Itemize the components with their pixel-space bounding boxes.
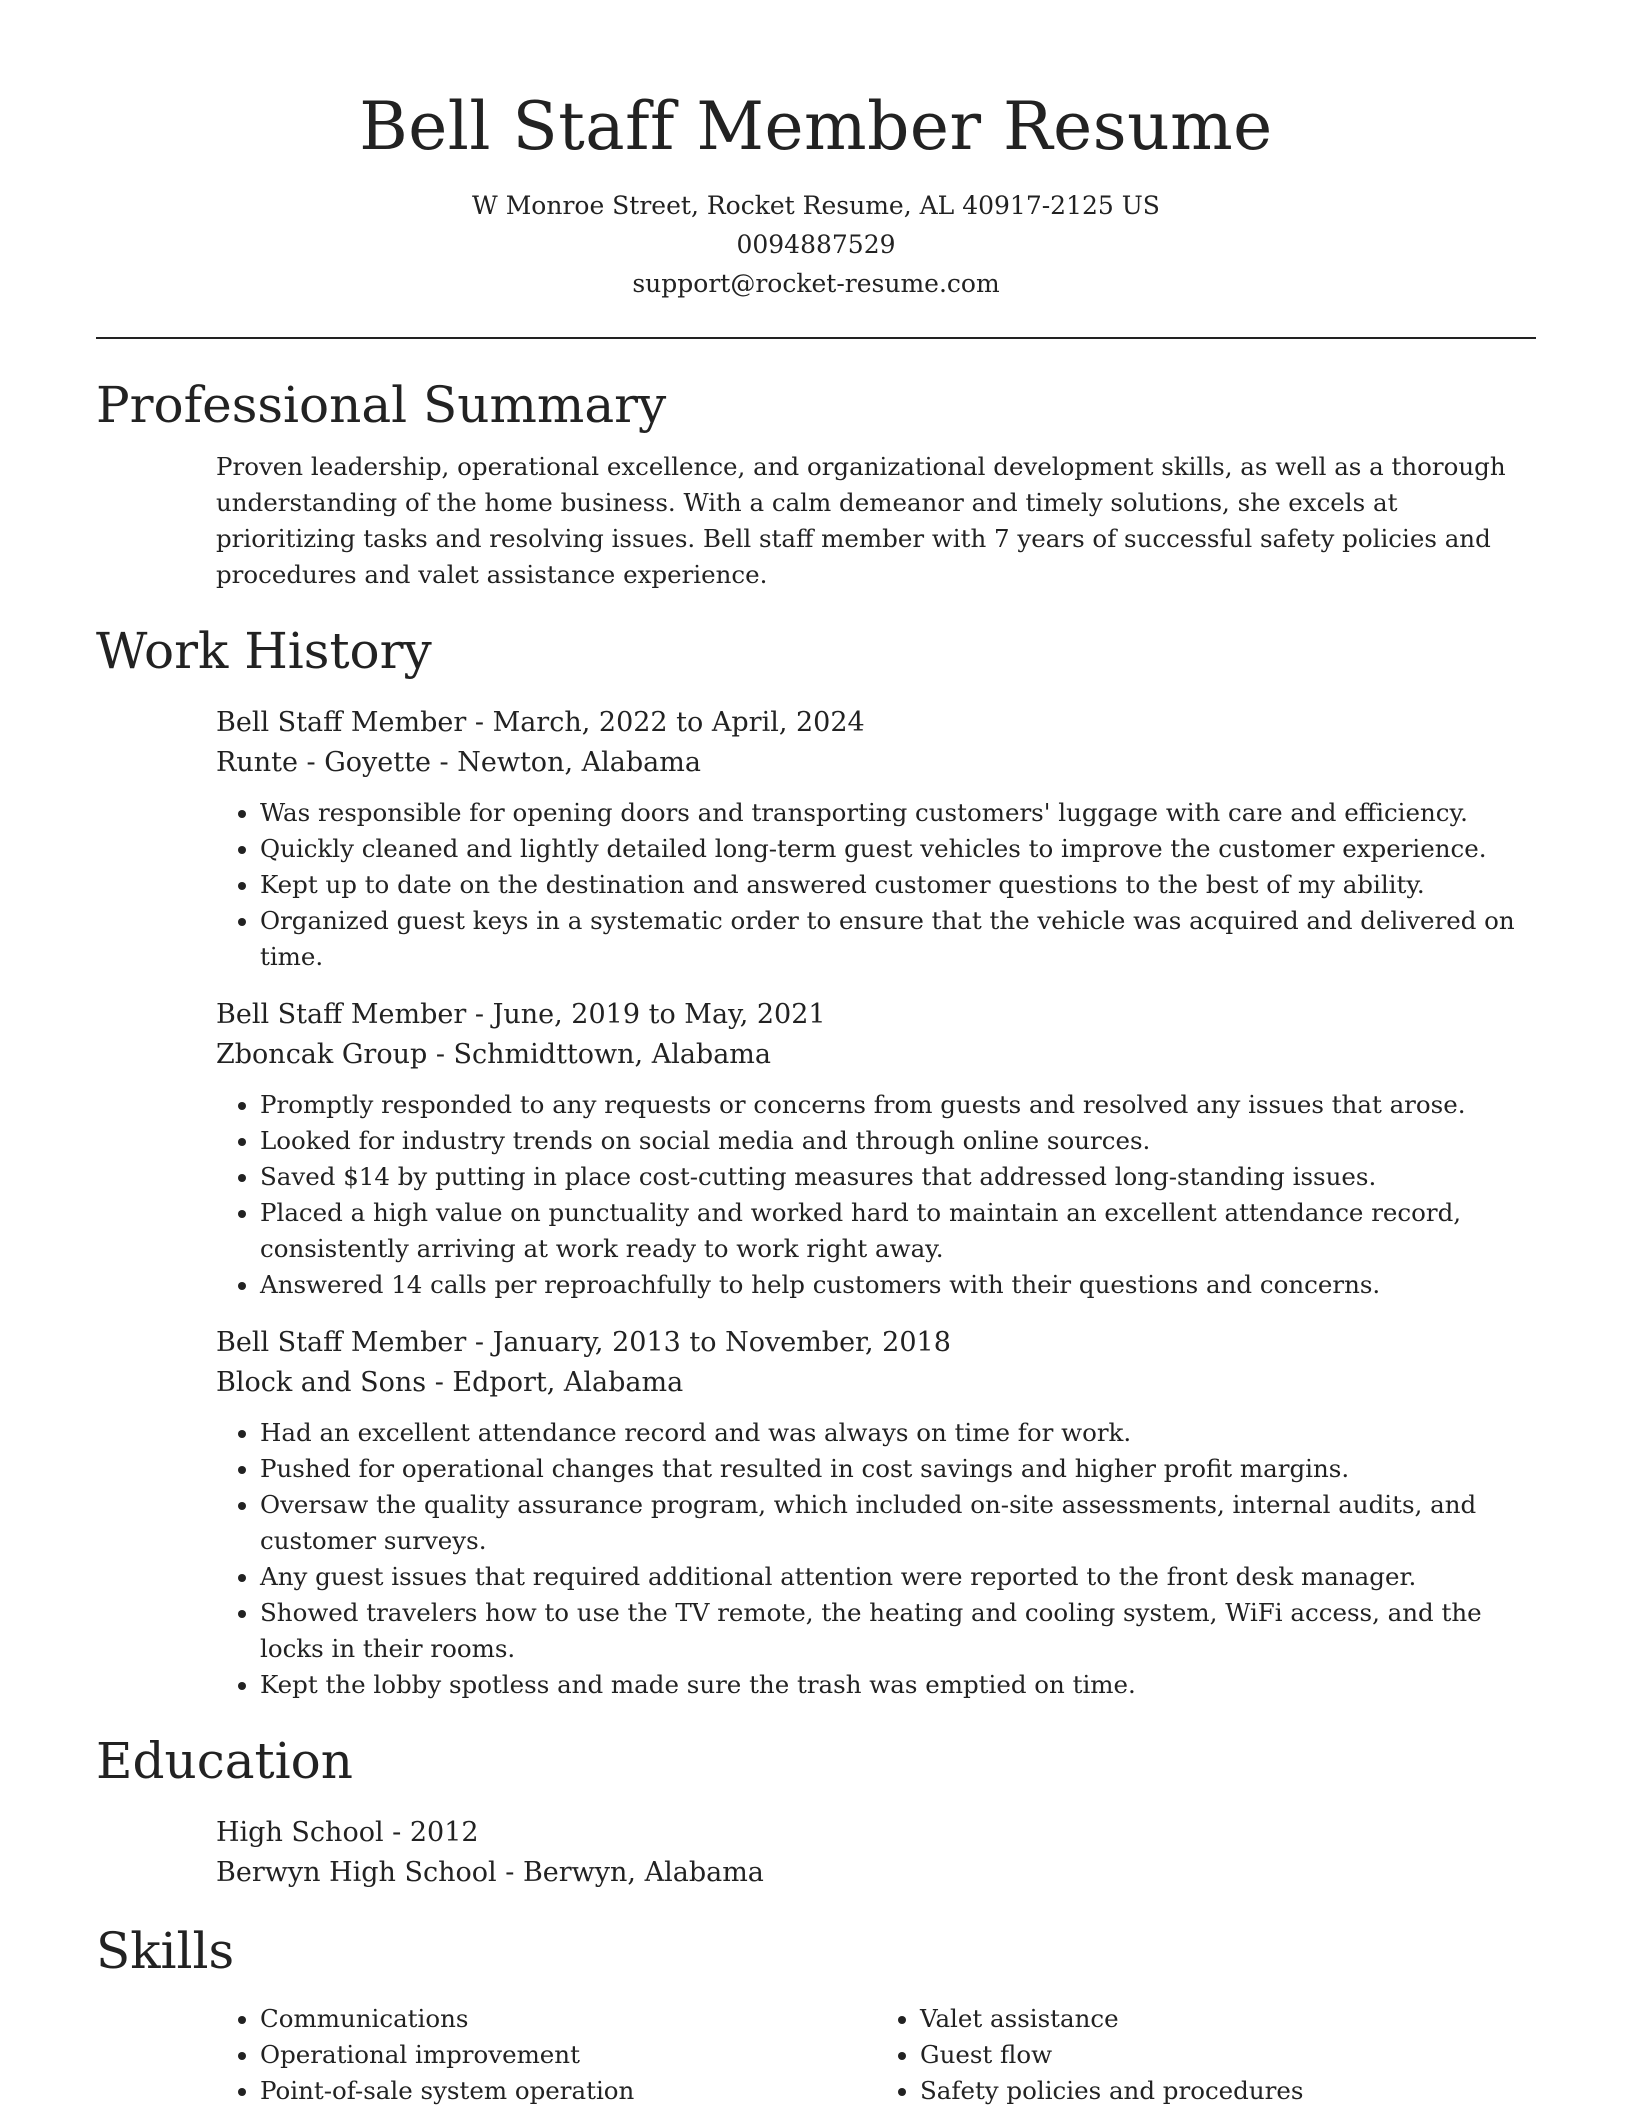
section-title-work: Work History	[96, 622, 432, 680]
job-bullet: • Organized guest keys in a systematic order to ensure that the vehicle was acquired and delivered on time.	[260, 903, 1536, 975]
job-bullet: • Promptly responded to any requests or concerns from guests and resolved any issues that arose.	[260, 1087, 1536, 1123]
contact-address: W Monroe Street, Rocket Resume, AL 40917-2125 US	[472, 191, 1160, 220]
skill-item: • Guest flow	[920, 2037, 1536, 2073]
skill-item: • Valet assistance	[920, 2001, 1536, 2037]
job-bullet: • Kept up to date on the destination and answered customer questions to the best of my ability.	[260, 867, 1536, 903]
job-title-line: Bell Staff Member - June, 2019 to May, 2021	[216, 999, 826, 1030]
job-bullet: • Had an excellent attendance record and was always on time for work.	[260, 1415, 1536, 1451]
job-entry	[216, 995, 1536, 1303]
job-company-line: Runte - Goyette - Newton, Alabama	[216, 747, 701, 778]
job-company-line: Block and Sons - Edport, Alabama	[216, 1367, 684, 1398]
job-bullets	[216, 1087, 1536, 1303]
skills-grid	[216, 2001, 1536, 2109]
job-title-line: Bell Staff Member - January, 2013 to November, 2018	[216, 1327, 951, 1358]
job-bullet: • Placed a high value on punctuality and worked hard to maintain an excellent attendance record, consistently arriving at work ready to work right away.	[260, 1195, 1536, 1267]
job-bullet: • Answered 14 calls per reproachfully to help customers with their questions and concerns.	[260, 1267, 1536, 1303]
section-title-education: Education	[96, 1732, 353, 1790]
resume-header	[96, 0, 1536, 303]
section-skills	[96, 1919, 1536, 2109]
job-bullet: • Pushed for operational changes that resulted in cost savings and higher profit margins.	[260, 1451, 1536, 1487]
job-title-line: Bell Staff Member - March, 2022 to April, 2024	[216, 707, 865, 738]
job-bullet: • Looked for industry trends on social media and through online sources.	[260, 1123, 1536, 1159]
job-entry	[216, 1323, 1536, 1703]
job-bullets	[216, 795, 1536, 975]
summary-text: Proven leadership, operational excellence, and organizational development skills, as well as a thorough understanding of the home business. With a calm demeanor and timely solutions, she excels at prioritizing tasks and resolving issues. Bell staff member with 7 years of successful safety policies and procedures and valet assistance experience.	[216, 452, 1506, 589]
skills-column-left	[216, 2001, 876, 2109]
education-degree-line: High School - 2012	[216, 1817, 479, 1848]
education-school-line: Berwyn High School - Berwyn, Alabama	[216, 1857, 764, 1888]
contact-email: support@rocket-resume.com	[632, 269, 1000, 298]
job-entry	[216, 703, 1536, 975]
job-bullet: • Any guest issues that required additional attention were reported to the front desk manager.	[260, 1559, 1536, 1595]
skill-item: • Safety policies and procedures	[920, 2073, 1536, 2109]
job-bullets	[216, 1415, 1536, 1703]
resume-name: Bell Staff Member Resume	[359, 88, 1273, 165]
section-title-summary: Professional Summary	[96, 376, 667, 434]
job-bullet: • Quickly cleaned and lightly detailed long-term guest vehicles to improve the customer experience.	[260, 831, 1536, 867]
skill-item: • Operational improvement	[260, 2037, 876, 2073]
header-divider	[96, 337, 1536, 339]
skill-item: • Communications	[260, 2001, 876, 2037]
job-bullet: • Oversaw the quality assurance program, which included on-site assessments, internal audits, and customer surveys.	[260, 1487, 1536, 1559]
job-company-line: Zboncak Group - Schmidttown, Alabama	[216, 1039, 772, 1070]
contact-phone: 0094887529	[736, 230, 896, 259]
section-education	[96, 1729, 1536, 1893]
skills-column-right	[876, 2001, 1536, 2109]
job-bullet: • Kept the lobby spotless and made sure the trash was emptied on time.	[260, 1667, 1536, 1703]
section-professional-summary	[96, 373, 1536, 593]
section-title-skills: Skills	[96, 1922, 235, 1980]
job-bullet: • Was responsible for opening doors and transporting customers' luggage with care and efficiency.	[260, 795, 1536, 831]
contact-info	[96, 186, 1536, 303]
education-entry	[216, 1813, 1536, 1893]
job-bullet: • Showed travelers how to use the TV remote, the heating and cooling system, WiFi access, and the locks in their rooms.	[260, 1595, 1536, 1667]
skill-item: • Point-of-sale system operation	[260, 2073, 876, 2109]
job-bullet: • Saved $14 by putting in place cost-cutting measures that addressed long-standing issues.	[260, 1159, 1536, 1195]
section-work-history	[96, 619, 1536, 1703]
